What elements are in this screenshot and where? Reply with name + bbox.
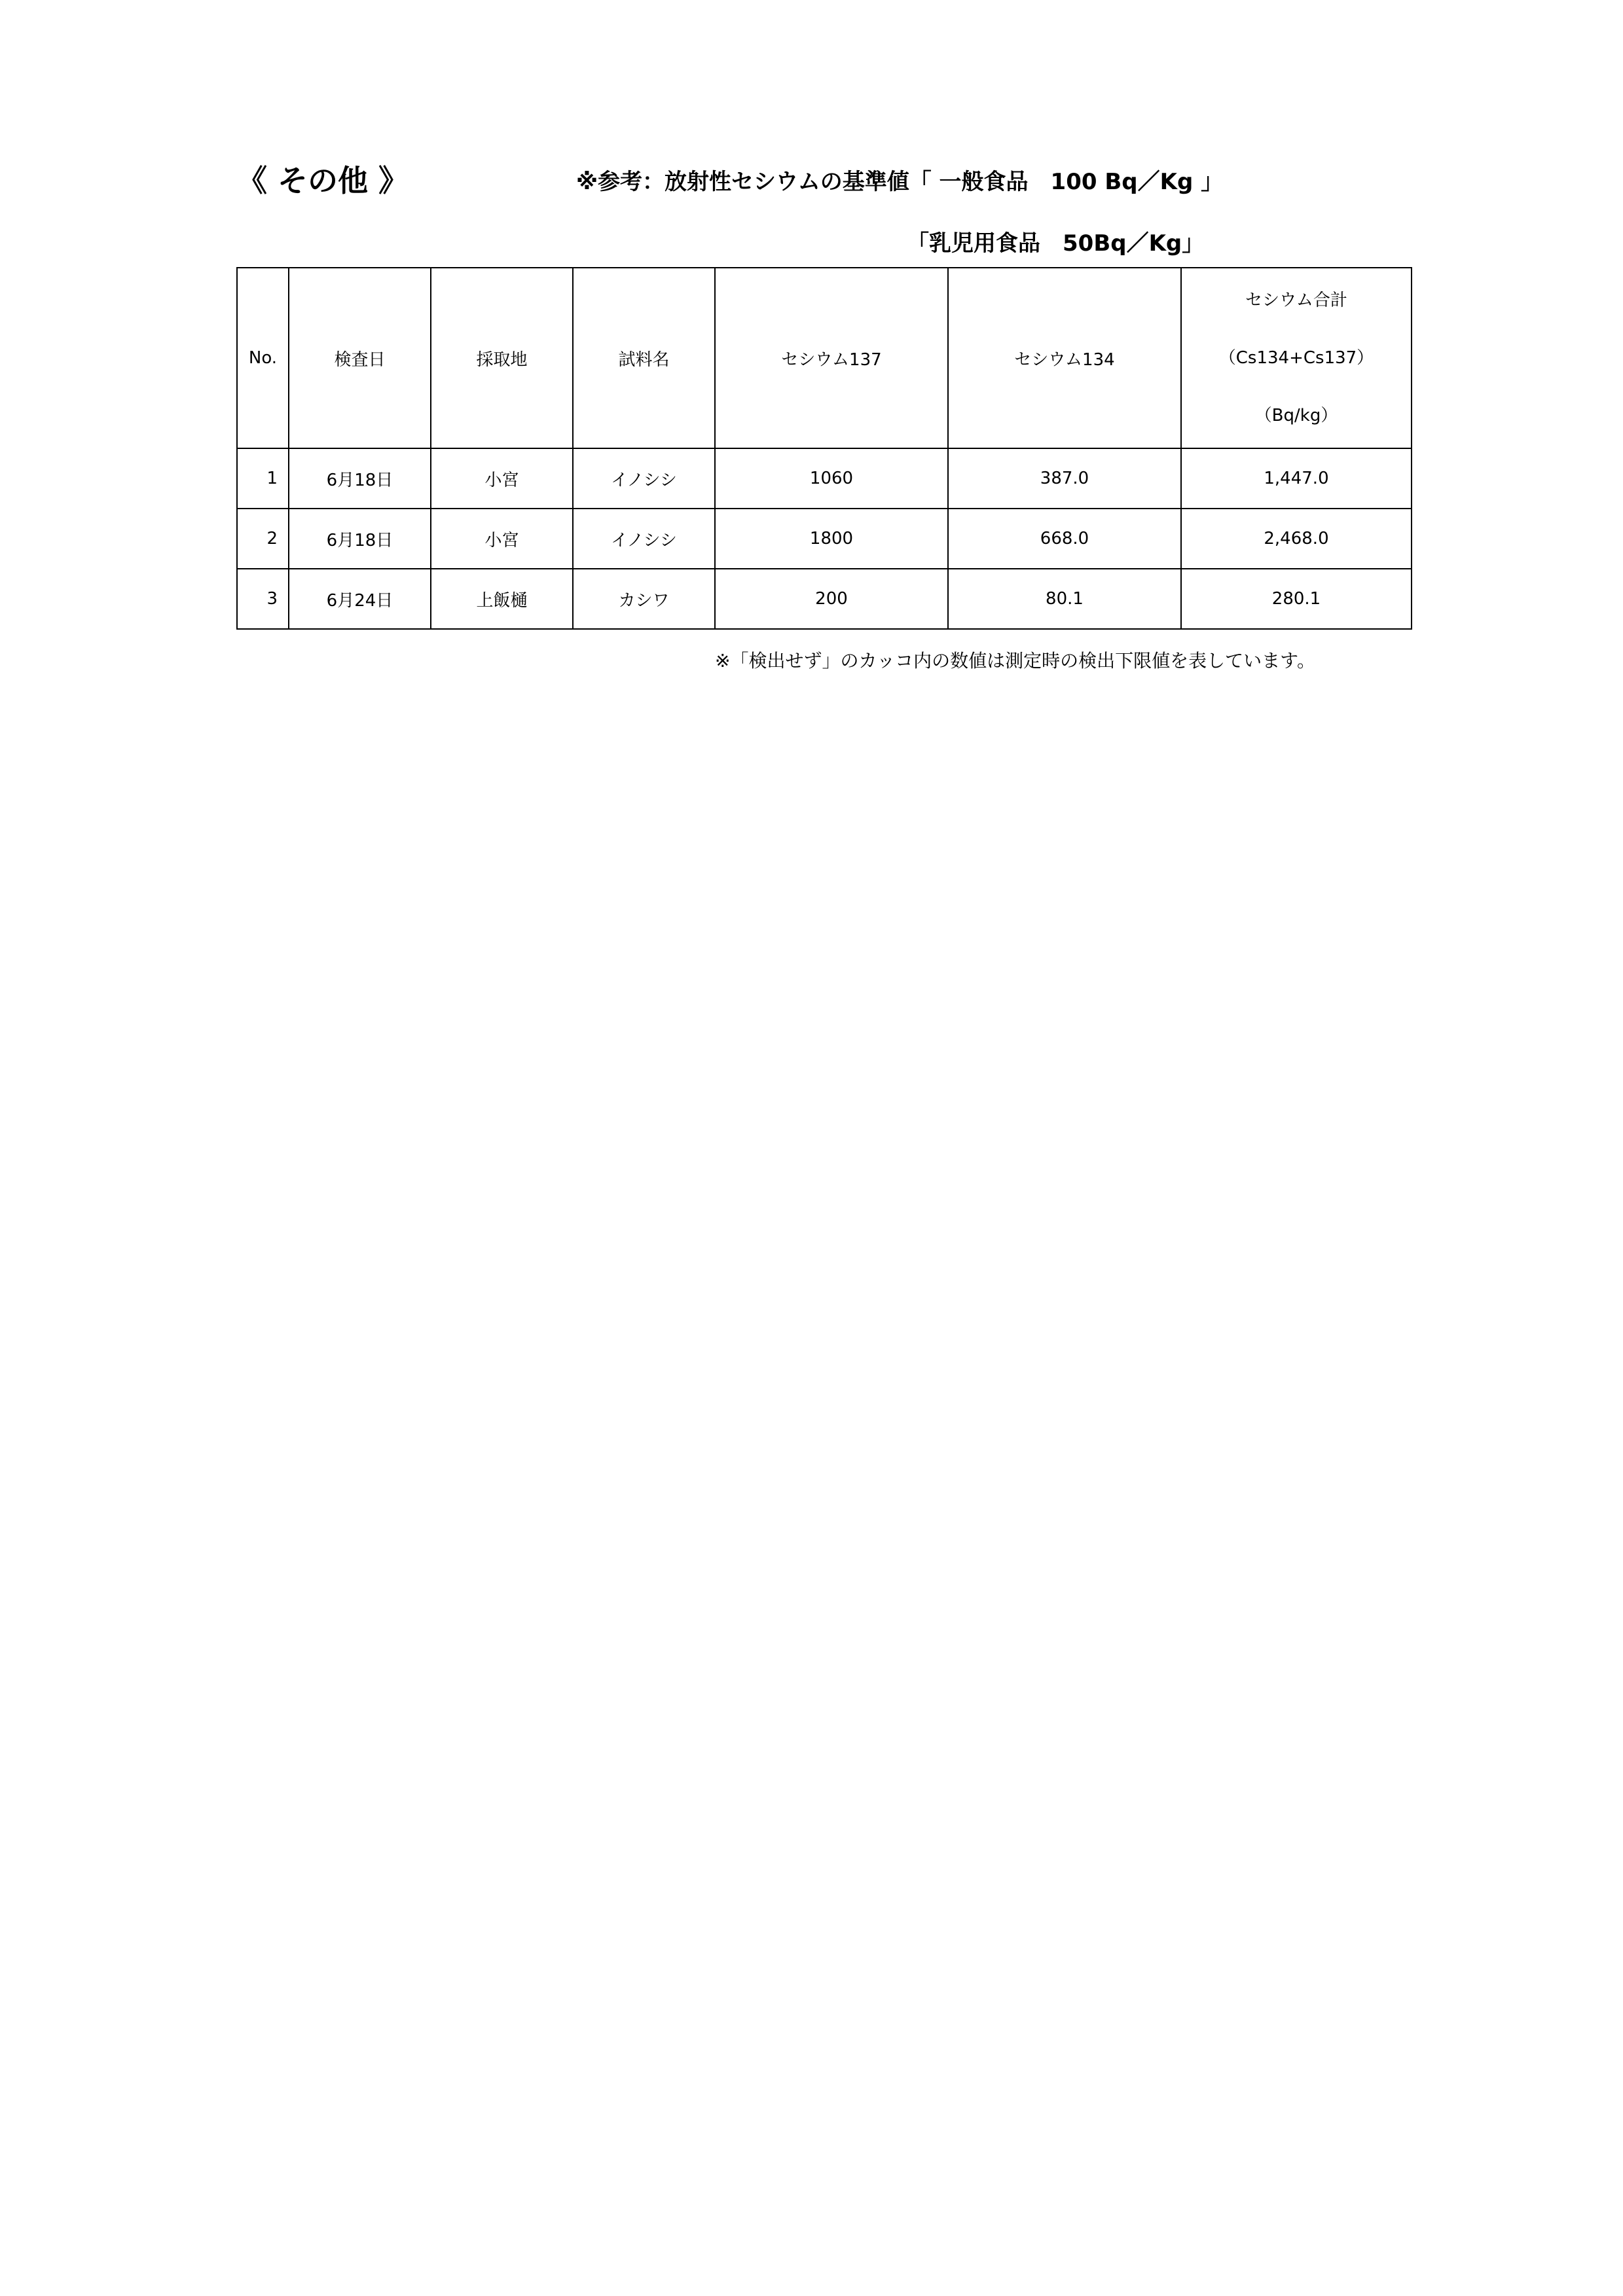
header-total-title: セシウム合計 xyxy=(1245,291,1347,310)
footnote: ※「検出せず」のカッコ内の数値は測定時の検出下限値を表しています。 xyxy=(715,650,1315,672)
reference-standard-infant: 「乳児用食品 50Bq／Kg」 xyxy=(907,230,1205,257)
cell-total: 1,447.0 xyxy=(1181,448,1412,509)
reference-standard-general: ※参考：放射性セシウムの基準値「 一般食品 100 Bq／Kg 」 xyxy=(576,169,1224,195)
cell-location: 小宮 xyxy=(431,448,573,509)
header-total-formula: （Cs134+Cs137） xyxy=(1218,348,1374,368)
table-header-row xyxy=(237,268,1412,448)
table-row xyxy=(237,448,1412,509)
header-cs134: セシウム134 xyxy=(948,268,1181,448)
header-sample: 試料名 xyxy=(573,268,715,448)
header-total xyxy=(1181,268,1412,448)
cell-date: 6月24日 xyxy=(289,569,431,629)
cell-cs134: 80.1 xyxy=(948,569,1181,629)
cell-cs134: 668.0 xyxy=(948,509,1181,569)
table-row xyxy=(237,509,1412,569)
header-cs137: セシウム137 xyxy=(715,268,948,448)
cell-date: 6月18日 xyxy=(289,509,431,569)
cell-total: 280.1 xyxy=(1181,569,1412,629)
cell-no: 2 xyxy=(237,509,289,569)
cell-cs134: 387.0 xyxy=(948,448,1181,509)
table-row xyxy=(237,569,1412,629)
cell-sample: イノシシ xyxy=(573,509,715,569)
cell-cs137: 200 xyxy=(715,569,948,629)
results-table xyxy=(236,267,1412,630)
section-title: 《 その他 》 xyxy=(237,163,409,198)
cell-sample: イノシシ xyxy=(573,448,715,509)
cell-sample: カシワ xyxy=(573,569,715,629)
cell-location: 上飯樋 xyxy=(431,569,573,629)
header-location: 採取地 xyxy=(431,268,573,448)
header-date: 検査日 xyxy=(289,268,431,448)
cell-date: 6月18日 xyxy=(289,448,431,509)
header-no: No. xyxy=(237,268,289,448)
header-total-unit: （Bq/kg） xyxy=(1254,406,1338,425)
cell-total: 2,468.0 xyxy=(1181,509,1412,569)
cell-cs137: 1060 xyxy=(715,448,948,509)
cell-location: 小宮 xyxy=(431,509,573,569)
cell-no: 1 xyxy=(237,448,289,509)
cell-cs137: 1800 xyxy=(715,509,948,569)
cell-no: 3 xyxy=(237,569,289,629)
